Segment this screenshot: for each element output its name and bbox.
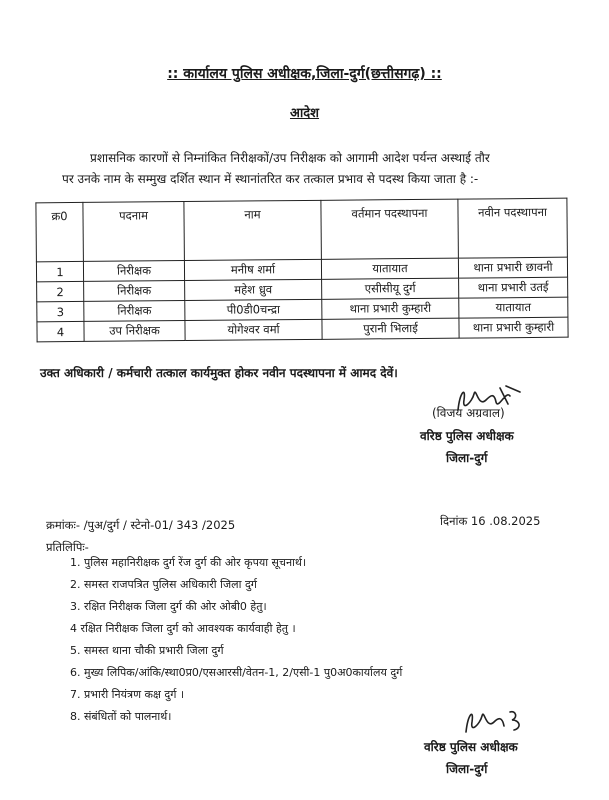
signatory-designation: वरिष्ठ पुलिस अधीक्षक: [420, 429, 514, 443]
header-name: नाम: [184, 200, 322, 260]
cell-designation: निरीक्षक: [84, 281, 185, 302]
header-designation: पदनाम: [83, 202, 185, 262]
header-current-posting: वर्तमान पदस्थापना: [321, 199, 459, 259]
cell-new-posting: यातायात: [459, 297, 568, 318]
signatory-district: जिला-दुर्ग: [446, 451, 488, 465]
cell-current-posting: पुरानी भिलाई: [322, 318, 459, 339]
cell-designation: निरीक्षक: [84, 301, 185, 322]
cell-name: पी0डी0चन्द्रा: [185, 299, 322, 320]
cell-designation: उप निरीक्षक: [84, 321, 185, 342]
cell-current-posting: एसीसीयू दुर्ग: [322, 278, 459, 299]
list-item: 6. मुख्य लिपिक/आंकि/स्था0प्र0/एसआरसी/वेतन-1, 2/एसी-1 पु0अ0कार्यालय दुर्ग: [70, 666, 403, 679]
copy-list: [70, 552, 402, 728]
office-title: :: कार्यालय पुलिस अधीक्षक,जिला-दुर्ग(छत्तीसगढ़) ::: [167, 66, 442, 82]
cell-new-posting: थाना प्रभारी कुम्हारी: [459, 317, 568, 338]
list-item: 8. संबंधितों को पालनार्थ।: [70, 710, 172, 723]
cell-serial: 1: [36, 261, 83, 281]
list-item: 4 रक्षित निरीक्षक जिला दुर्ग को आवश्यक कार्यवाही हेतु ।: [70, 622, 296, 635]
intro-line-2: पर उनके नाम के सम्मुख दर्शित स्थान में स्थानांतरित कर तत्काल प्रभाव से पदस्थ किया जाता है :-: [62, 172, 479, 186]
transfer-table: [35, 198, 568, 343]
table-row: [37, 317, 568, 342]
signatory-name: (विजय अग्रवाल): [432, 406, 505, 420]
table-header-row: [36, 198, 567, 262]
signature-2: [458, 704, 538, 740]
copy-to-label: प्रतिलिपिः-: [46, 540, 89, 554]
cell-new-posting: थाना प्रभारी छावनी: [458, 257, 567, 278]
header-serial: क्र0: [36, 202, 84, 261]
reference-number: क्रमांकः- /पुअ/दुर्ग / स्टेनो-01/ 343 /2025: [46, 518, 236, 532]
reference-date: दिनांक 16 .08.2025: [440, 514, 541, 528]
list-item: 2. समस्त राजपत्रित पुलिस अधिकारी जिला दुर्ग: [70, 578, 257, 591]
cell-serial: 3: [37, 301, 84, 321]
cell-name: महेश ध्रुव: [185, 279, 322, 300]
list-item: 7. प्रभारी नियंत्रण कक्ष दुर्ग ।: [70, 688, 185, 701]
cell-serial: 2: [37, 281, 84, 301]
header-new-posting: नवीन पदस्थापना: [458, 198, 568, 258]
order-heading: आदेश: [289, 106, 320, 121]
signatory2-designation: वरिष्ठ पुलिस अधीक्षक: [424, 740, 518, 754]
list-item: 5. समस्त थाना चौकी प्रभारी जिला दुर्ग: [70, 644, 224, 657]
signatory2-district: जिला-दुर्ग: [446, 762, 488, 776]
list-item: 1. पुलिस महानिरीक्षक दुर्ग रेंज दुर्ग की ओर कृपया सूचनार्थ।: [70, 556, 307, 569]
intro-paragraph: [62, 148, 582, 190]
relieve-note: उक्त अधिकारी / कर्मचारी तत्काल कार्यमुक्त होकर नवीन पदस्थापना में आमद देवें।: [40, 366, 398, 380]
cell-current-posting: थाना प्रभारी कुम्हारी: [322, 298, 459, 319]
cell-name: मनीष शर्मा: [184, 259, 321, 280]
cell-name: योगेश्वर वर्मा: [185, 319, 322, 340]
cell-current-posting: यातायात: [321, 258, 458, 279]
list-item: 3. रक्षित निरीक्षक जिला दुर्ग की ओर ओबी0 हेतु।: [70, 600, 267, 613]
cell-serial: 4: [37, 321, 84, 341]
cell-designation: निरीक्षक: [83, 261, 184, 282]
cell-new-posting: थाना प्रभारी उतई: [459, 277, 568, 298]
intro-line-1: प्रशासनिक कारणों से निम्नांकित निरीक्षकों/उप निरीक्षक को आगामी आदेश पर्यन्त अस्थाई तौर: [90, 151, 490, 165]
